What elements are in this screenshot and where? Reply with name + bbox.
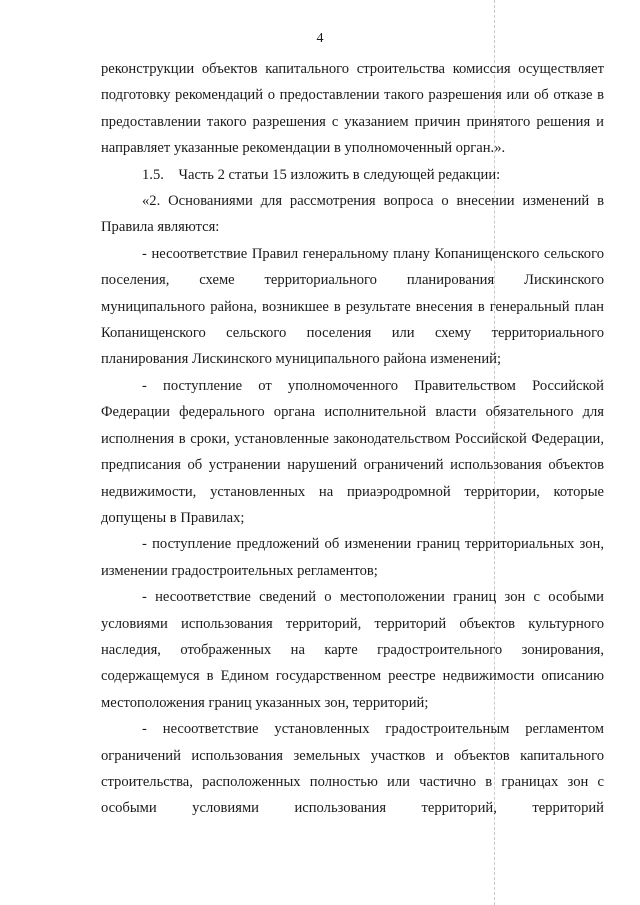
paragraph-continuation: реконструкции объектов капитального строительства комиссия осуществляет подготовку рекомендаций о предоставлении такого разрешения или об отказе в предоставлении такого разрешения с указанием причин принятого решения и направляет указанные рекомендации в уполномоченный орган.». <box>101 61 604 157</box>
list-item-zone-boundaries: - несоответствие сведений о местоположении границ зон с особыми условиями использования территорий, территорий объектов культурного наследия, отображенных на карте градостроительного зонирования, содержащемуся в Едином государственном реестре недвижимости описанию местоположения границ указанных зон, территорий; <box>101 589 604 711</box>
document-body <box>101 56 604 822</box>
paragraph-clause-1-5: 1.5. Часть 2 статьи 15 изложить в следующей редакции: <box>142 166 501 183</box>
list-item-federal-order: - поступление от уполномоченного Правительством Российской Федерации федерального органа исполнительной власти обязательного для исполнения в сроки, установленные законодательством Российской Федерации, предписания об устранении нарушений ограничений использования объектов недвижимости, установленных на приаэродромной территории, которые допущены в Правилах; <box>101 377 604 526</box>
list-item-zone-proposals: - поступление предложений об изменении границ территориальных зон, изменении градостроительных регламентов; <box>101 536 604 579</box>
page-number: 4 <box>316 31 324 46</box>
list-item-regulation-mismatch: - несоответствие установленных градостроительным регламентом ограничений использования земельных участков и объектов капитального строительства, расположенных полностью или частично в границах зон с особыми условиями использования территорий, территорий <box>101 721 604 817</box>
list-item-general-plan: - несоответствие Правил генеральному плану Копанищенского сельского поселения, схеме территориального планирования Лискинского муниципального района, возникшее в результате внесения в генеральный план Копанищенского сельского поселения или схему территориального планирования Лискинского муниципального района изменений; <box>101 245 604 368</box>
paragraph-grounds-intro: «2. Основаниями для рассмотрения вопроса о внесении изменений в Правила являются: <box>101 193 604 236</box>
